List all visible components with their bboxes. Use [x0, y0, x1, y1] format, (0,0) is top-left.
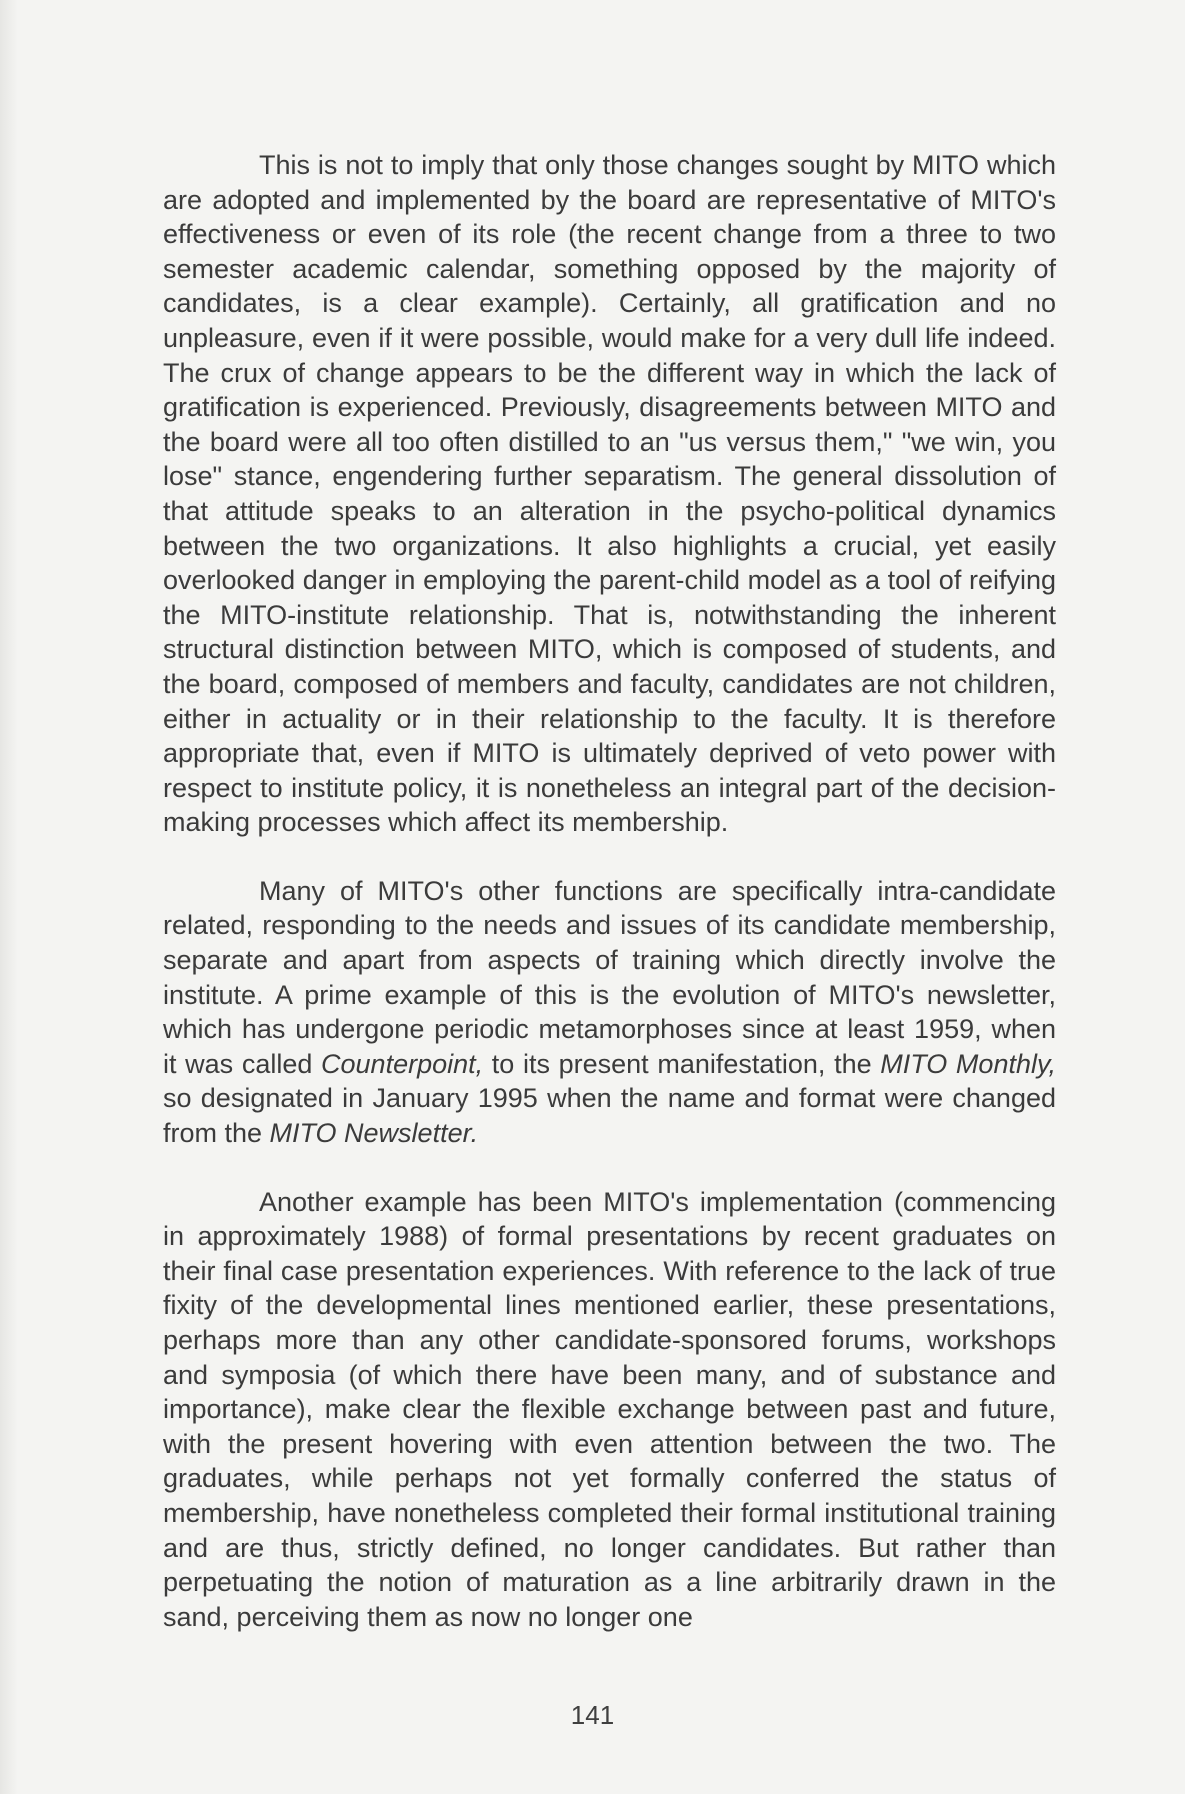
paragraph-2-text-3: so designated in January 1995 when the name and format were changed from the	[163, 1083, 1056, 1149]
paragraph-2-text-2: to its present manifestation, the	[483, 1048, 881, 1079]
title-mito-monthly: MITO Monthly,	[880, 1048, 1056, 1079]
paragraph-3	[163, 1185, 1056, 1635]
paragraph-2-text-1: Many of MITO's other functions are specifically intra-candidate related, responding to the needs and issues of its candidate membership, separate and apart from aspects of training which directly involve the institute. A prime example of this is the evolution of MITO's newsletter, which has undergone periodic metamorphoses since at least 1959, when it was called	[163, 875, 1056, 1079]
paragraph-3-text: Another example has been MITO's implementation (commencing in approximately 1988) of formal presentations by recent graduates on their final case presentation experiences. With reference to the lack of true fixity of the developmental lines mentioned earlier, these presentations, perhaps more than any other candidate-sponsored forums, workshops and symposia (of which there have been many, and of substance and importance), make clear the flexible exchange between past and future, with the present hovering with even attention between the two. The graduates, while perhaps not yet formally conferred the status of membership, have nonetheless completed their formal institutional training and are thus, strictly defined, no longer candidates. But rather than perpetuating the notion of maturation as a line arbitrarily drawn in the sand, perceiving them as now no longer one	[163, 1186, 1056, 1632]
paragraph-1-text: This is not to imply that only those changes sought by MITO which are adopted and implemented by the board are representative of MITO's effectiveness or even of its role (the recent change from a three to two semester academic calendar, something opposed by the majority of candidates, is a clear example). Certainly, all gratification and no unpleasure, even if it were possible, would make for a very dull life indeed. The crux of change appears to be the different way in which the lack of gratification is experienced. Previously, disagreements between MITO and the board were all too often distilled to an "us versus them," "we win, you lose" stance, engendering further separatism. The general dissolution of that attitude speaks to an alteration in the psycho-political dynamics between the two organizations. It also highlights a crucial, yet easily overlooked danger in employing the parent-child model as a tool of reifying the MITO-institute relationship. That is, notwithstanding the inherent structural distinction between MITO, which is composed of students, and the board, composed of members and faculty, candidates are not children, either in actuality or in their relationship to the faculty. It is therefore appropriate that, even if MITO is ultimately deprived of veto power with respect to institute policy, it is nonetheless an integral part of the decision-making processes which affect its membership.	[163, 150, 1056, 838]
paragraph-1	[163, 148, 1056, 840]
body-text	[163, 148, 1056, 1634]
title-mito-newsletter: MITO Newsletter.	[269, 1118, 479, 1149]
title-counterpoint: Counterpoint,	[321, 1048, 484, 1079]
paragraph-2	[163, 874, 1056, 1151]
page-number: 141	[570, 1700, 615, 1730]
